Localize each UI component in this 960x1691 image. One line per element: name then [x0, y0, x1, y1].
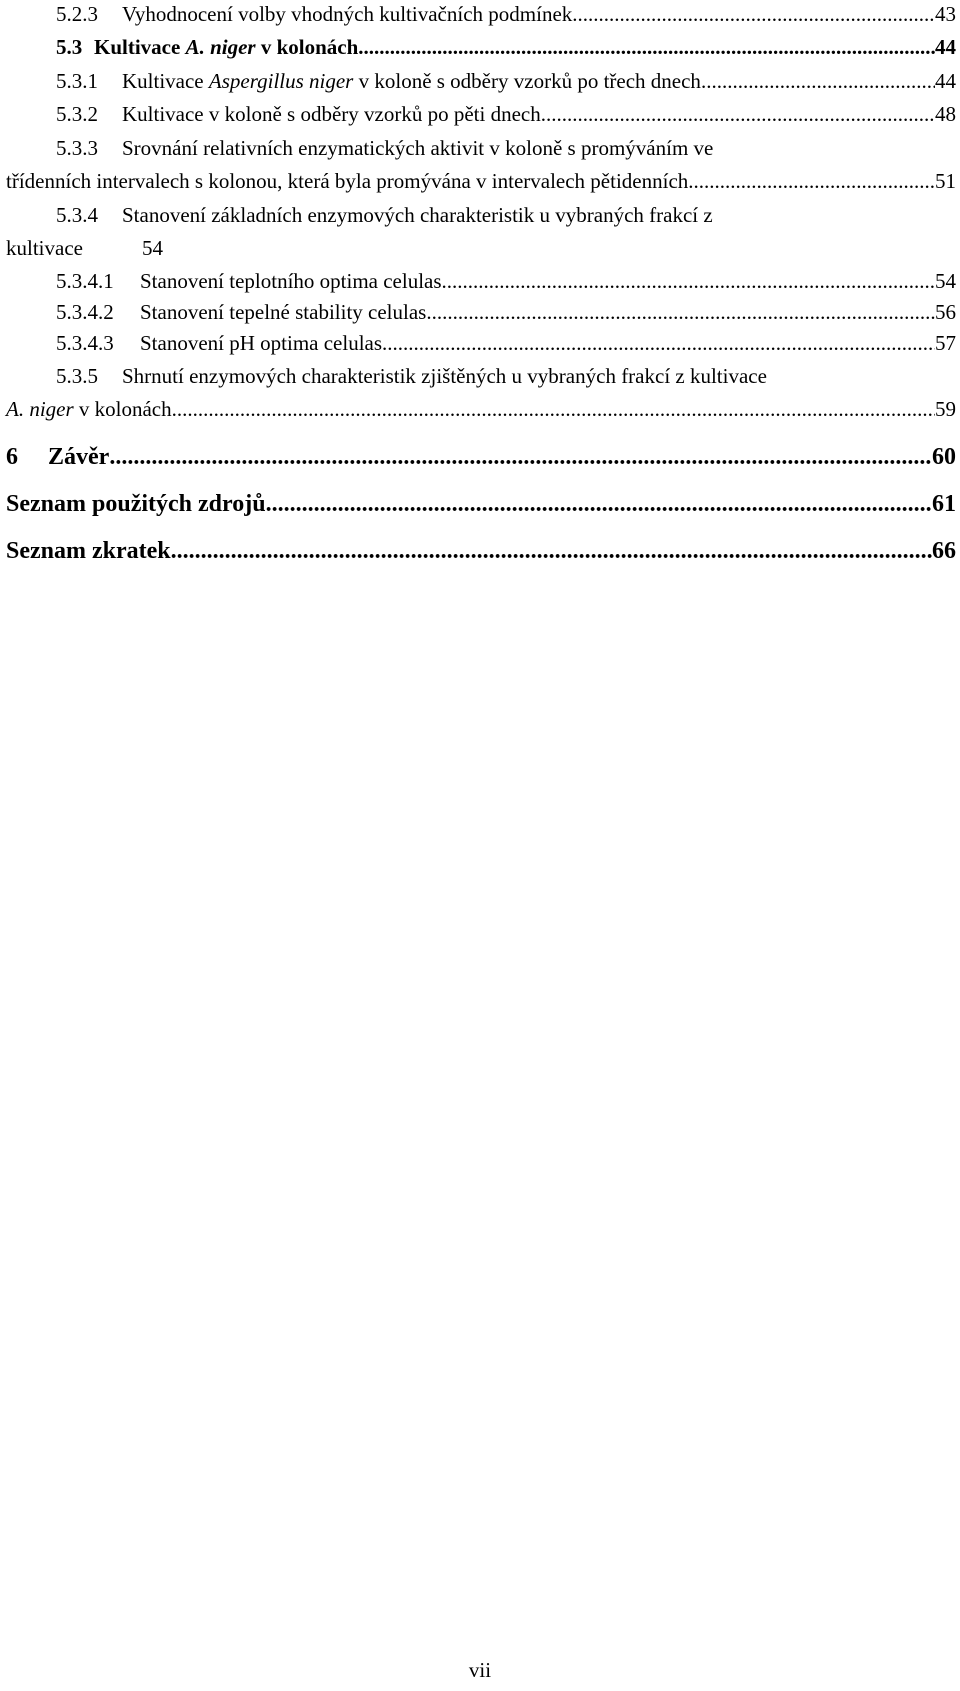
toc-entry-title: Seznam použitých zdrojů: [6, 491, 266, 517]
toc-entry-5-3-4-2[interactable]: [0, 298, 960, 326]
toc-entry-5-3-4-3[interactable]: [0, 329, 960, 357]
toc-entry-title-line1: Shrnutí enzymových charakteristik zjištěných u vybraných frakcí z kultivace: [122, 364, 767, 388]
toc-entry-title: Stanovení teplotního optima celulas: [140, 269, 442, 293]
toc-entry-title: [122, 67, 701, 95]
toc-entry-title: Stanovení pH optima celulas: [140, 331, 383, 355]
toc-entry-number: 5.2.3: [56, 2, 98, 26]
toc-title-italic: A. niger: [6, 397, 74, 421]
toc-entry-page: 48: [935, 102, 956, 126]
toc-entry-title: Vyhodnocení volby vhodných kultivačních podmínek: [122, 2, 573, 26]
toc-leader-dots: [541, 100, 935, 128]
toc-title-part: Kultivace: [122, 69, 209, 93]
toc-entry-number: 5.3.5: [56, 364, 98, 388]
toc-entry-page: 60: [932, 444, 956, 470]
toc-entry-abbreviations[interactable]: [0, 536, 960, 566]
toc-entry-5-3-3-continued[interactable]: [0, 167, 960, 195]
toc-leader-dots: [172, 395, 935, 423]
toc-entry-page: 66: [932, 538, 956, 564]
toc-entry-page: 56: [935, 300, 956, 324]
toc-leader-dots: [572, 0, 935, 28]
toc-entry-number: 5.3.4.1: [56, 269, 114, 293]
toc-entry-5-3-4-1[interactable]: [0, 267, 960, 295]
toc-entry-page: 54: [935, 269, 956, 293]
page-number: vii: [468, 1658, 492, 1682]
toc-leader-dots: [382, 329, 935, 357]
toc-entry-number: 6: [6, 444, 18, 470]
toc-title-part: v kolonách: [73, 397, 172, 421]
toc-entry-title-line1: Srovnání relativních enzymatických aktivit v koloně s promýváním ve: [122, 136, 714, 160]
toc-entry-page: 44: [935, 35, 956, 59]
toc-entry-page: 44: [935, 69, 956, 93]
toc-entry-page: 43: [935, 2, 956, 26]
toc-entry-5-3-4[interactable]: [0, 201, 960, 229]
toc-leader-dots: [688, 167, 935, 195]
toc-entry-5-2-3[interactable]: [0, 0, 960, 28]
toc-entry-5-3-1[interactable]: [0, 67, 960, 95]
toc-leader-dots: [109, 442, 932, 472]
toc-entry-5-3-2[interactable]: [0, 100, 960, 128]
toc-entry-title-line2: [0, 395, 172, 423]
toc-entry-5-3-4-continued[interactable]: [0, 234, 960, 262]
toc-entry-title: Stanovení tepelné stability celulas: [140, 300, 427, 324]
toc-leader-dots: [171, 536, 932, 566]
toc-entry-page: 57: [935, 331, 956, 355]
toc-entry-5-3[interactable]: [0, 33, 960, 61]
toc-entry-5-3-3[interactable]: [0, 134, 960, 162]
toc-leader-dots: [358, 33, 935, 61]
toc-entry-number: 5.3.3: [56, 136, 98, 160]
toc-entry-page: 61: [932, 491, 956, 517]
toc-entry-number: 5.3.4.3: [56, 331, 114, 355]
toc-entry-title: Kultivace v koloně s odběry vzorků po pěti dnech: [122, 102, 541, 126]
toc-entry-number: 5.3.4: [56, 203, 98, 227]
toc-title-italic: Aspergillus niger: [208, 69, 354, 93]
toc-entry-number: 5.3: [56, 35, 83, 59]
toc-entry-page: 54: [142, 236, 163, 260]
toc-leader-dots: [701, 67, 935, 95]
toc-entry-number: 5.3.4.2: [56, 300, 114, 324]
toc-entry-title-line1: Stanovení základních enzymových charakteristik u vybraných frakcí z: [122, 203, 713, 227]
toc-entry-page: 59: [935, 397, 956, 421]
toc-entry-title-line2: kultivace: [6, 236, 83, 260]
toc-entry-title: [94, 33, 358, 61]
toc-leader-dots: [426, 298, 935, 326]
toc-entry-number: 5.3.1: [56, 69, 98, 93]
toc-entry-title-line2: třídenních intervalech s kolonou, která byla promývána v intervalech pětidenních: [6, 169, 689, 193]
toc-entry-5-3-5[interactable]: [0, 362, 960, 390]
toc-title-part: v kolonách: [255, 35, 359, 59]
toc-entry-6[interactable]: [0, 442, 960, 472]
toc-title-part: v koloně s odběry vzorků po třech dnech: [353, 69, 701, 93]
toc-entry-sources[interactable]: [0, 489, 960, 519]
toc-leader-dots: [266, 489, 932, 519]
toc-leader-dots: [442, 267, 935, 295]
toc-entry-title: Závěr: [48, 444, 110, 470]
toc-entry-page: 51: [935, 169, 956, 193]
toc-title-italic: A. niger: [185, 35, 256, 59]
toc-entry-title: Seznam zkratek: [6, 538, 171, 564]
toc-title-part: Kultivace: [94, 35, 186, 59]
toc-entry-5-3-5-continued[interactable]: [0, 395, 960, 423]
toc-entry-number: 5.3.2: [56, 102, 98, 126]
